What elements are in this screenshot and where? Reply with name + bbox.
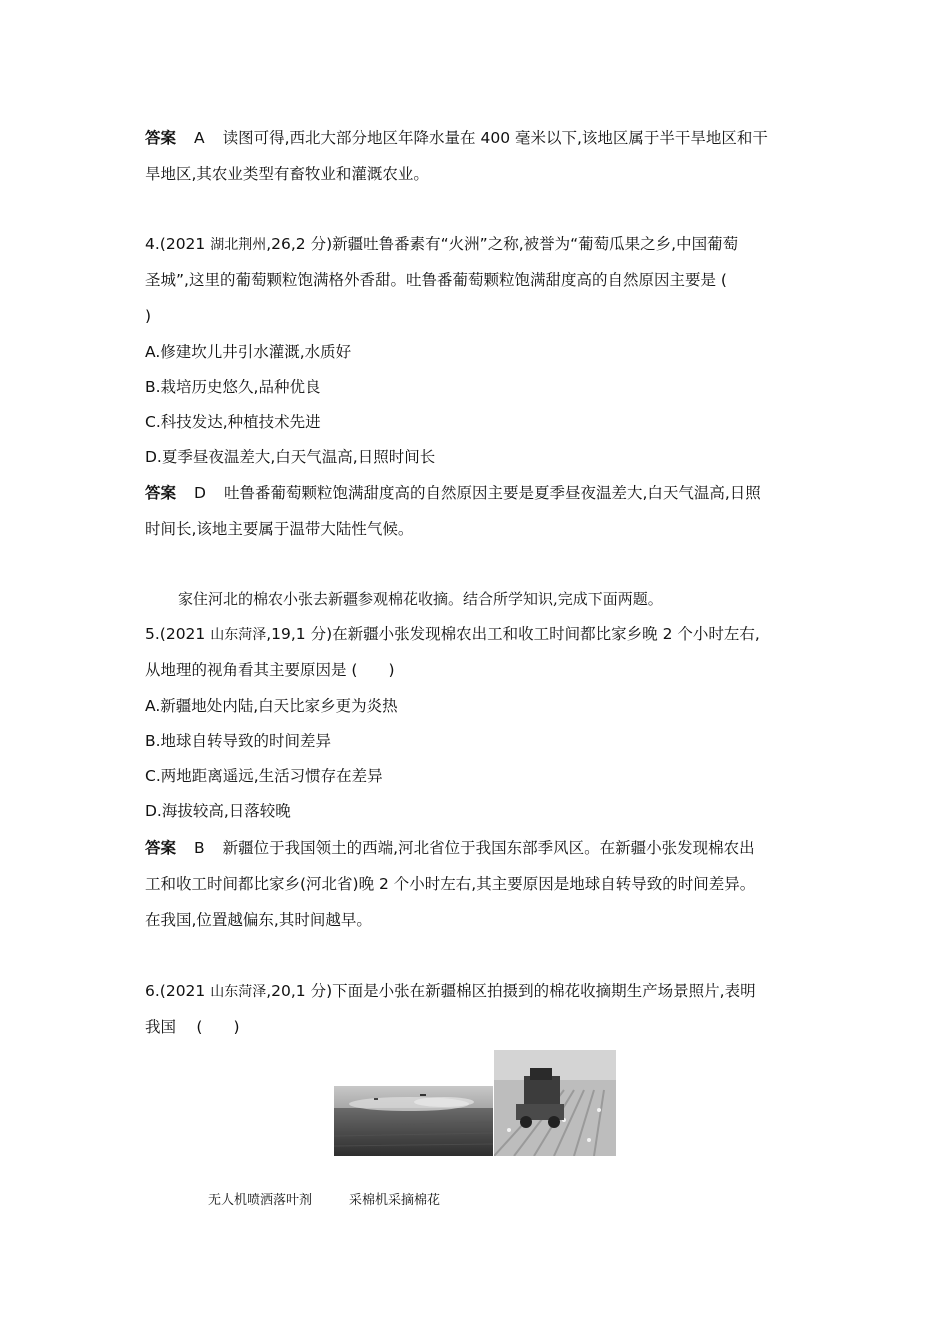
q4-option-a: A.修建坎儿井引水灌溉,水质好: [145, 343, 352, 361]
answer-letter: B: [194, 839, 205, 857]
q4-stem-line-1: [145, 234, 738, 255]
q4-explanation-line-2: 时间长,该地主要属于温带大陆性气候。: [145, 520, 414, 538]
q3-explanation-line-2: 旱地区,其农业类型有畜牧业和灌溉农业。: [145, 165, 429, 183]
q5-stem-line-1: [145, 624, 760, 645]
cotton-picker-photo: [494, 1050, 616, 1156]
question-number: 6.(2021: [145, 982, 206, 1000]
photo-caption-picker: 采棉机采摘棉花: [349, 1193, 441, 1208]
q4-stem-line-3: ): [145, 307, 152, 325]
explanation-text: 读图可得,西北大部分地区年降水量在 400 毫米以下,该地区属于半干旱地区和干: [222, 129, 768, 147]
drone-spraying-photo: [334, 1086, 493, 1156]
q6-stem-line-1: [145, 981, 756, 1002]
q5-explanation-line-3: 在我国,位置越偏东,其时间越早。: [145, 911, 372, 929]
q5-option-c: C.两地距离遥远,生活习惯存在差异: [145, 767, 383, 785]
question-number: 4.(2021: [145, 235, 206, 253]
question-source: 湖北荆州: [210, 237, 267, 253]
drone-spraying-image: [334, 1086, 493, 1156]
question-stem: ,26,2 分)新疆吐鲁番素有“火洲”之称,被誉为“葡萄瓜果之乡,中国葡萄: [266, 235, 739, 253]
photo-caption-drone: 无人机喷洒落叶剂: [208, 1193, 313, 1208]
q6-stem-line-2: 我国 ( ): [145, 1018, 240, 1036]
question-stem: ,20,1 分)下面是小张在新疆棉区拍摄到的棉花收摘期生产场景照片,表明: [266, 982, 756, 1000]
explanation-text: 新疆位于我国领土的西端,河北省位于我国东部季风区。在新疆小张发现棉农出: [222, 839, 755, 857]
q5-option-d: D.海拔较高,日落较晚: [145, 802, 291, 820]
answer-letter: A: [194, 129, 205, 147]
q5-option-b: B.地球自转导致的时间差异: [145, 732, 332, 750]
q4-option-d: D.夏季昼夜温差大,白天气温高,日照时间长: [145, 448, 436, 466]
question-source: 山东菏泽: [210, 627, 267, 643]
q5-option-a: A.新疆地处内陆,白天比家乡更为炎热: [145, 697, 398, 715]
answer-label: 答案: [145, 839, 177, 857]
q4-stem-line-2: 圣城”,这里的葡萄颗粒饱满格外香甜。吐鲁番葡萄颗粒饱满甜度高的自然原因主要是 (: [145, 271, 727, 289]
answer-label: 答案: [145, 484, 177, 502]
group-intro: 家住河北的棉农小张去新疆参观棉花收摘。结合所学知识,完成下面两题。: [178, 590, 663, 608]
q4-option-c: C.科技发达,种植技术先进: [145, 413, 321, 431]
answer-letter: D: [194, 484, 206, 502]
answer-label: 答案: [145, 129, 177, 147]
q4-option-b: B.栽培历史悠久,品种优良: [145, 378, 321, 396]
q4-answer-line: [145, 483, 761, 503]
question-source: 山东菏泽: [210, 984, 267, 1000]
explanation-text: 吐鲁番葡萄颗粒饱满甜度高的自然原因主要是夏季昼夜温差大,白天气温高,日照: [223, 484, 761, 502]
question-number: 5.(2021: [145, 625, 206, 643]
q5-explanation-line-2: 工和收工时间都比家乡(河北省)晚 2 个小时左右,其主要原因是地球自转导致的时间差异。: [145, 875, 756, 893]
question-stem: ,19,1 分)在新疆小张发现棉农出工和收工时间都比家乡晚 2 个小时左右,: [266, 625, 760, 643]
cotton-picker-image: [494, 1050, 616, 1156]
q5-answer-line: [145, 838, 755, 858]
q3-answer-line: [145, 128, 768, 148]
q5-stem-line-2: 从地理的视角看其主要原因是 ( ): [145, 661, 395, 679]
